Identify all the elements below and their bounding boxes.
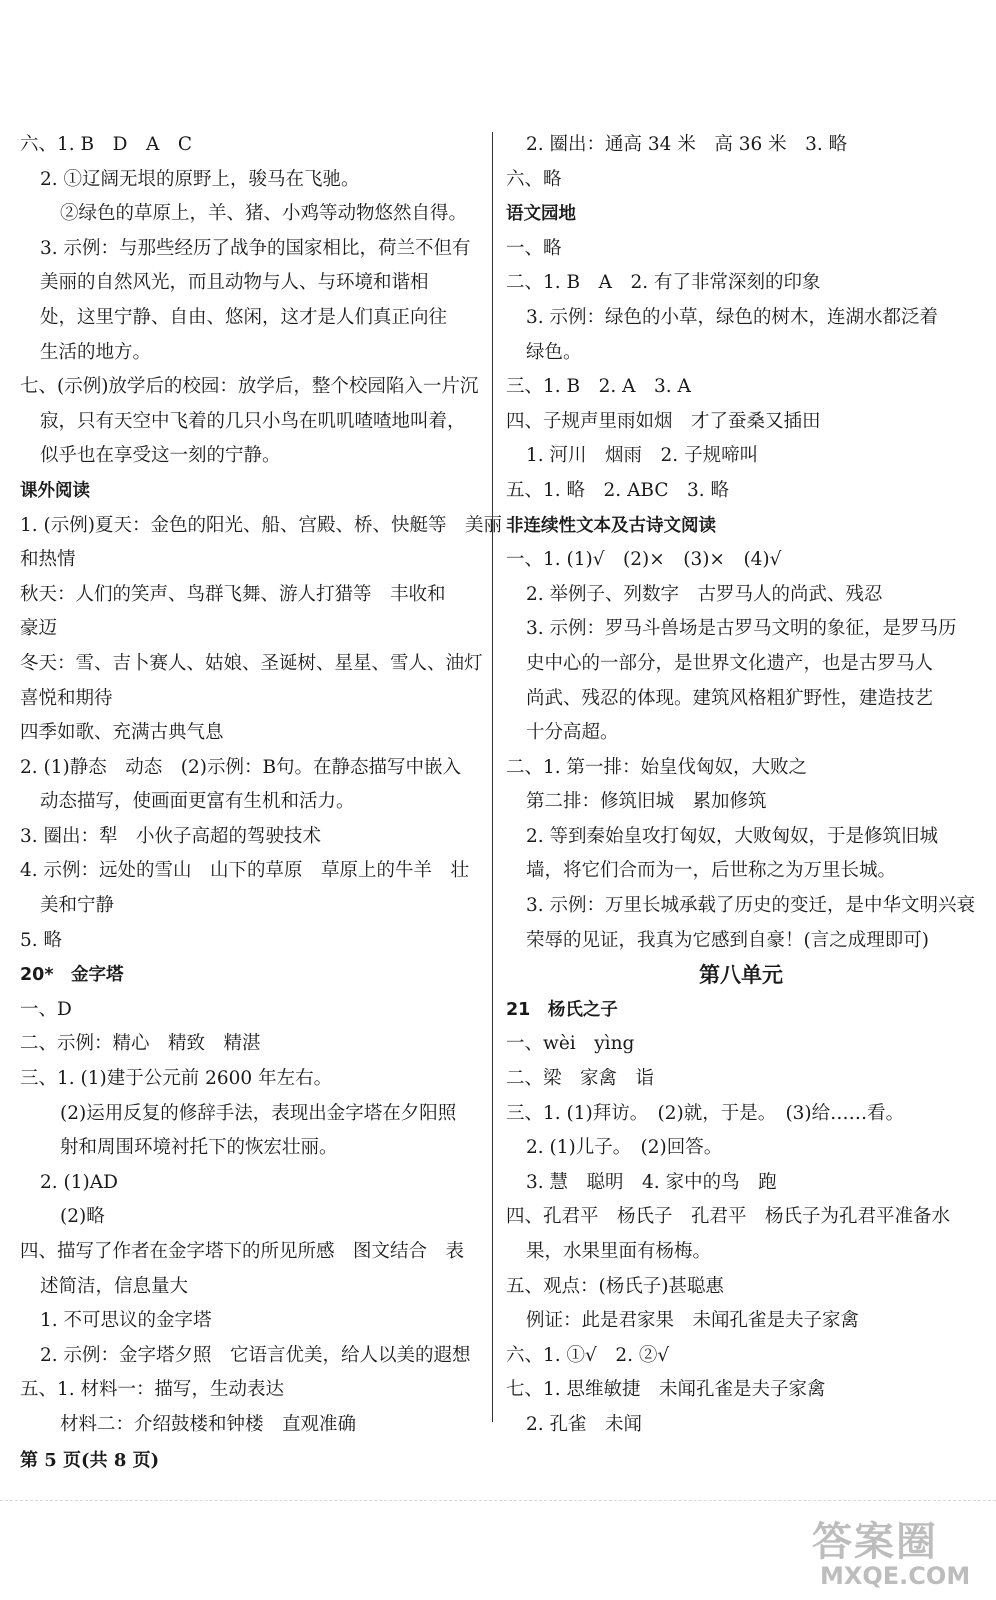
- left-line: 射和周围环境衬托下的恢宏壮丽。: [60, 1137, 338, 1159]
- right-line: 3. 慧 聪明 4. 家中的鸟 跑: [526, 1171, 777, 1193]
- left-line: 3. 示例：与那些经历了战争的国家相比，荷兰不但有: [40, 237, 471, 259]
- left-line: 生活的地方。: [40, 341, 152, 363]
- right-line: 1. 河川 烟雨 2. 子规啼叫: [526, 445, 759, 467]
- bottom-rule: [0, 1500, 996, 1501]
- right-line: 2. 圈出：通高 34 米 高 36 米 3. 略: [526, 134, 848, 155]
- right-line: 六、略: [506, 168, 562, 190]
- right-line: 3. 示例：绿色的小草，绿色的树木，连湖水都泛着: [526, 306, 939, 328]
- left-line: 七、(示例)放学后的校园：放学后，整个校园陷入一片沉: [20, 376, 479, 398]
- right-line: 五、1. 略 2. ABC 3. 略: [506, 479, 730, 501]
- right-line: 绿色。: [526, 341, 582, 363]
- right-column: [506, 128, 976, 1443]
- left-line: 豪迈: [20, 618, 58, 640]
- left-line: 2. ①辽阔无垠的原野上，骏马在飞驰。: [40, 168, 360, 190]
- right-line: 荣辱的见证，我真为它感到自豪！(言之成理即可): [526, 929, 929, 951]
- right-line: 墙，将它们合而为一，后世称之为万里长城。: [526, 860, 897, 882]
- left-line: 20* 金字塔: [20, 965, 124, 986]
- page-footer: 第 5 页(共 8 页): [20, 1450, 160, 1471]
- left-line: 1. (示例)夏天：金色的阳光、船、宫殿、桥、快艇等 美丽: [20, 514, 502, 536]
- right-line: 七、1. 思维敏捷 未闻孔雀是夫子家禽: [506, 1379, 826, 1401]
- right-line: 第八单元: [699, 963, 783, 988]
- right-line: 3. 示例：罗马斗兽场是古罗马文明的象征，是罗马历: [526, 618, 957, 640]
- right-line: 二、梁 家禽 诣: [506, 1068, 655, 1090]
- watermark-logo: 答案圈: [812, 1519, 938, 1565]
- left-line: 三、1. (1)建于公元前 2600 年左右。: [20, 1068, 333, 1090]
- left-line: 似乎也在享受这一刻的宁静。: [40, 445, 281, 467]
- left-line: 六、1. B D A C: [20, 134, 192, 155]
- left-line: 4. 示例：远处的雪山 山下的草原 草原上的牛羊 壮: [20, 860, 470, 882]
- left-line: 课外阅读: [20, 480, 90, 501]
- left-line: 述简洁，信息量大: [40, 1275, 189, 1297]
- left-line: 处，这里宁静、自由、悠闲，这才是人们真正向往: [40, 306, 448, 328]
- left-line: 2. (1)静态 动态 (2)示例：B句。在静态描写中嵌入: [20, 756, 462, 778]
- left-line: 二、示例：精心 精致 精湛: [20, 1033, 261, 1055]
- right-line: 语文园地: [506, 204, 576, 225]
- left-line: 美和宁静: [40, 895, 115, 917]
- watermark-site: MXQE.COM: [820, 1562, 971, 1590]
- column-divider: [492, 132, 493, 1422]
- right-line: 六、1. ①√ 2. ②√: [506, 1344, 670, 1366]
- right-line: 一、wèi yìng: [506, 1033, 635, 1055]
- left-line: ②绿色的草原上，羊、猪、小鸡等动物悠然自得。: [60, 203, 468, 225]
- left-line: 和热情: [20, 549, 76, 571]
- left-line: 一、D: [20, 998, 72, 1020]
- right-line: 十分高超。: [526, 722, 619, 744]
- left-line: (2)略: [60, 1206, 105, 1228]
- left-line: 3. 圈出：犁 小伙子高超的驾驶技术: [20, 825, 322, 847]
- right-line: 2. 举例子、列数字 古罗马人的尚武、残忍: [526, 583, 883, 605]
- left-line: 五、1. 材料一：描写，生动表达: [20, 1379, 285, 1401]
- left-line: 材料二：介绍鼓楼和钟楼 直观准确: [60, 1413, 357, 1435]
- right-line: 史中心的一部分，是世界文化遗产，也是古罗马人: [526, 652, 934, 674]
- right-line: 果，水果里面有杨梅。: [526, 1241, 712, 1262]
- right-line: 四、孔君平 杨氏子 孔君平 杨氏子为孔君平准备水: [506, 1206, 951, 1228]
- left-line: 2. 示例：金字塔夕照 它语言优美，给人以美的遐想: [40, 1344, 471, 1366]
- left-line: (2)运用反复的修辞手法，表现出金字塔在夕阳照: [60, 1102, 457, 1124]
- right-line: 21 杨氏之子: [506, 999, 618, 1020]
- right-line: 尚武、残忍的体现。建筑风格粗犷野性，建造技艺: [526, 687, 934, 709]
- left-line: 喜悦和期待: [20, 687, 113, 709]
- right-line: 非连续性文本及古诗文阅读: [506, 515, 716, 536]
- left-line: 2. (1)AD: [40, 1171, 118, 1193]
- right-line: 二、1. 第一排：始皇伐匈奴，大败之: [506, 756, 808, 778]
- left-line: 1. 不可思议的金字塔: [40, 1310, 212, 1332]
- right-line: 五、观点：(杨氏子)甚聪惠: [506, 1275, 724, 1297]
- right-line: 一、略: [506, 237, 562, 259]
- right-line: 3. 示例：万里长城承载了历史的变迁，是中华文明兴衰: [526, 895, 976, 917]
- left-line: 寂，只有天空中飞着的几只小鸟在叽叽喳喳地叫着，: [40, 410, 466, 432]
- right-line: 第二排：修筑旧城 累加修筑: [526, 791, 767, 813]
- right-line: 例证：此是君家果 未闻孔雀是夫子家禽: [526, 1310, 860, 1332]
- right-line: 2. 等到秦始皇攻打匈奴，大败匈奴，于是修筑旧城: [526, 825, 939, 847]
- left-line: 四、描写了作者在金字塔下的所见所感 图文结合 表: [20, 1241, 465, 1262]
- right-line: 二、1. B A 2. 有了非常深刻的印象: [506, 272, 821, 294]
- right-line: 三、1. B 2. A 3. A: [506, 376, 691, 398]
- left-line: 动态描写，使画面更富有生机和活力。: [40, 791, 355, 813]
- left-line: 四季如歌、充满古典气息: [20, 722, 224, 744]
- left-line: 5. 略: [20, 929, 63, 951]
- left-line: 美丽的自然风光，而且动物与人、与环境和谐相: [40, 272, 429, 294]
- right-line: 四、子规声里雨如烟 才了蚕桑又插田: [506, 410, 821, 432]
- right-line: 2. 孔雀 未闻: [526, 1413, 643, 1435]
- left-column: [20, 128, 502, 1443]
- left-line: 秋天：人们的笑声、鸟群飞舞、游人打猎等 丰收和: [20, 583, 446, 605]
- right-line: 2. (1)儿子。 (2)回答。: [526, 1137, 723, 1159]
- right-line: 三、1. (1)拜访。 (2)就，于是。 (3)给……看。: [506, 1102, 905, 1124]
- left-line: 冬天：雪、吉卜赛人、姑娘、圣诞树、星星、雪人、油灯: [20, 652, 483, 674]
- right-line: 一、1. (1)√ (2)× (3)× (4)√: [506, 549, 782, 571]
